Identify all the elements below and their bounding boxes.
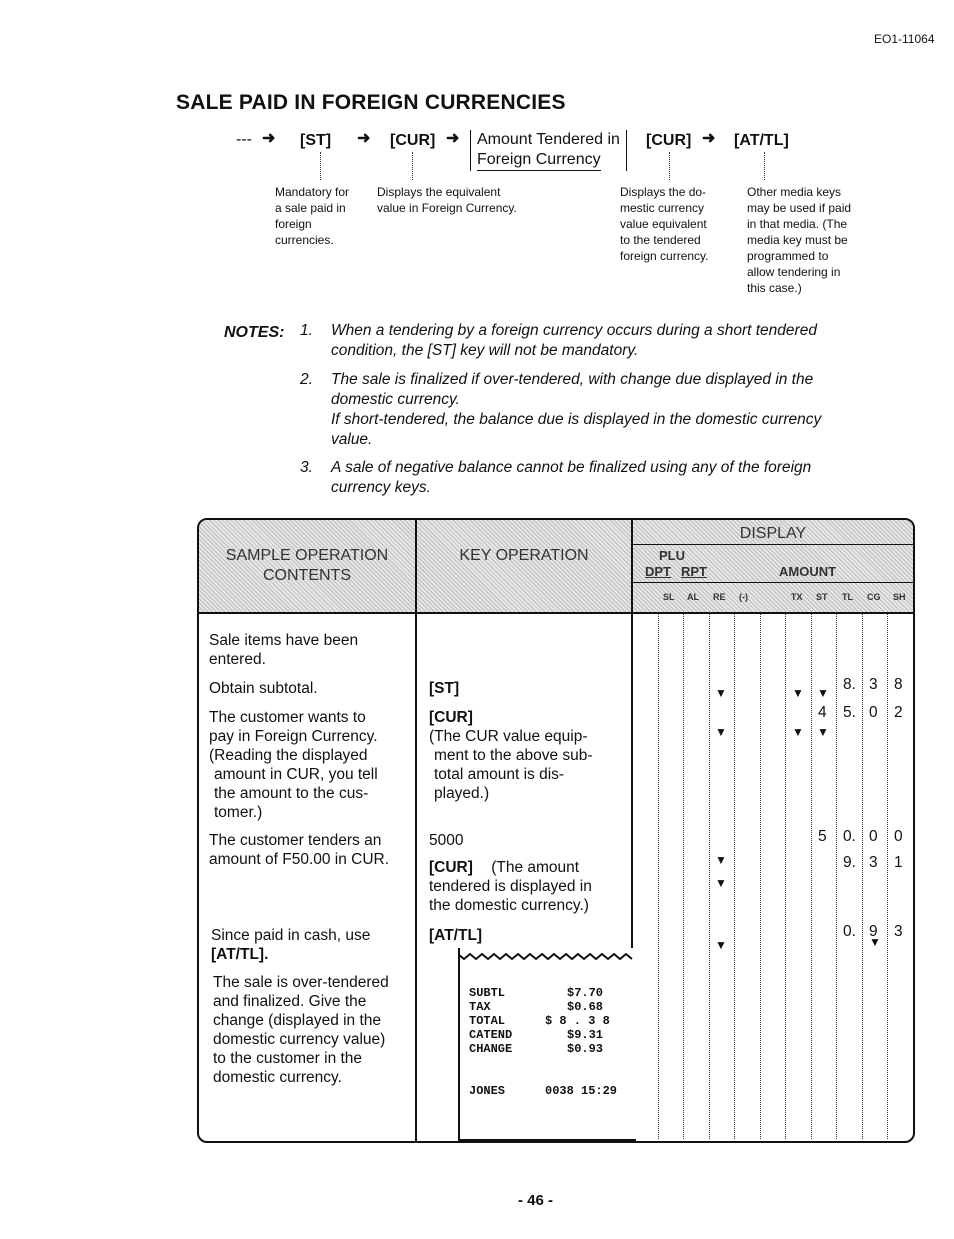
connector-line [412, 152, 413, 180]
display-digit: 0. [843, 828, 856, 845]
sample-row-2: Obtain subtotal. [209, 680, 318, 697]
display-digit: 0. [843, 923, 856, 940]
flow-amount-line1: Amount Tendered in [477, 131, 620, 148]
connector-line [320, 152, 321, 180]
flow-attl-key: [AT/TL] [734, 132, 789, 149]
display-gridline [658, 614, 659, 1139]
display-digit: 1 [894, 854, 903, 871]
sample-row-3: The customer wants to pay in Foreign Currency. (Reading the displayed amount in CUR, you tell the amount to the cus- tomer.) [209, 709, 378, 821]
connector-line [669, 152, 670, 180]
key-header [417, 520, 631, 612]
display-gridline [683, 614, 684, 1139]
indicator-mark-icon: ▼ [715, 853, 727, 867]
display-digit: 2 [894, 704, 903, 721]
operation-table [197, 518, 915, 1143]
display-digit: 0 [869, 704, 878, 721]
indicator-mark-icon: ▼ [715, 725, 727, 739]
indicator-mark-icon: ▼ [792, 725, 804, 739]
flow-amount-box [470, 130, 627, 171]
st-description: Mandatory for a sale paid in foreign currencies. [275, 185, 350, 247]
page-title: SALE PAID IN FOREIGN CURRENCIES [176, 91, 566, 114]
display-gridline [734, 614, 735, 1139]
cur-description: Displays the equivalent value in Foreign Currency. [377, 185, 517, 215]
display-gridline [760, 614, 761, 1139]
note-number: 3. [300, 459, 313, 476]
indicator-label-tx: TX [791, 592, 803, 602]
receipt-line: TAX $0.68 [469, 1000, 604, 1014]
indicator-label-sh: SH [893, 592, 906, 602]
display-digit: 5 [818, 828, 827, 845]
receipt-line: TOTAL $ 8 . 3 8 [469, 1014, 610, 1028]
note-number: 1. [300, 322, 313, 339]
note-1: When a tendering by a foreign currency occurs during a short tendered condition, the [ST] key will not be mandatory. [331, 322, 817, 359]
attl-description: Other media keys may be used if paid in that media. (The media key must be programmed to allow tendering in this case.) [747, 185, 852, 295]
document-id: EO1-11064 [874, 32, 935, 46]
display-gridline [811, 614, 812, 1139]
indicator-mark-icon: ▼ [715, 938, 727, 952]
flow-cur-key-2: [CUR] [646, 132, 692, 149]
arrow-icon: ➜ [262, 130, 276, 147]
display-digit: 5. [843, 704, 856, 721]
indicator-label-re: RE [713, 592, 726, 602]
key-cur-2-note: tendered is displayed in the domestic currency.) [429, 878, 592, 914]
receipt-line: CATEND $9.31 [469, 1028, 604, 1042]
column-divider [415, 520, 417, 1141]
note-3: A sale of negative balance cannot be finalized using any of the foreign currency keys. [331, 459, 812, 496]
note-2: The sale is finalized if over-tendered, with change due displayed in the domestic currency. If short-tendered, the balance due is displayed in the domestic currency value. [331, 371, 822, 448]
indicator-mark-icon: ▼ [792, 686, 804, 700]
display-digit: 8 [894, 676, 903, 693]
arrow-icon: ➜ [446, 130, 460, 147]
indicator-label-st: ST [816, 592, 828, 602]
sample-row-1: Sale items have been entered. [209, 632, 359, 668]
divider [633, 544, 913, 545]
receipt-bottom [460, 1139, 636, 1141]
key-attl: [AT/TL] [429, 927, 483, 944]
arrow-icon: ➜ [702, 130, 716, 147]
indicator-mark-icon: ▼ [817, 725, 829, 739]
display-digit: 9. [843, 854, 856, 871]
connector-line [764, 152, 765, 180]
key-cur-2: [CUR] (The amount [429, 859, 580, 876]
arrow-icon: ➜ [357, 130, 371, 147]
indicator-mark-icon: ▼ [817, 686, 829, 700]
receipt-lines [469, 986, 617, 1098]
display-header-text: DISPLAY [739, 525, 807, 542]
receipt-line: CHANGE $0.93 [469, 1042, 604, 1056]
sample-row-4: The customer tenders an amount of F50.00 in CUR. [209, 832, 390, 868]
flow-amount-line2: Foreign Currency [477, 150, 601, 171]
indicator-mark-icon: ▼ [715, 876, 727, 890]
display-digit: 0 [869, 828, 878, 845]
key-cur: [CUR] [429, 709, 473, 726]
receipt-footer: JONES 0038 15:29 [469, 1084, 618, 1098]
indicator-label-cg: CG [867, 592, 881, 602]
receipt-tear-edge [458, 948, 636, 960]
indicator-label-sl: SL [663, 592, 675, 602]
dpt-label: DPT [645, 564, 671, 579]
flow-cur-key: [CUR] [390, 132, 436, 149]
plu-label: PLU [659, 548, 685, 563]
indicator-mark-icon: ▼ [869, 935, 881, 949]
rpt-label: RPT [681, 564, 707, 579]
indicator-label-al: AL [687, 592, 699, 602]
key-cur-note: (The CUR value equip- ment to the above sub- total amount is dis- played.) [429, 728, 593, 802]
display-gridline [887, 614, 888, 1139]
display-digit: 0 [894, 828, 903, 845]
key-st: [ST] [429, 680, 460, 697]
display-digit: 3 [869, 854, 878, 871]
indicator-mark-icon: ▼ [715, 686, 727, 700]
key-amount: 5000 [429, 832, 464, 849]
divider [633, 582, 913, 583]
key-header-text: KEY OPERATION [459, 547, 589, 564]
display-digit: 9 [869, 923, 878, 940]
flow-st-key: [ST] [300, 132, 332, 149]
indicator-label-tl: TL [842, 592, 853, 602]
sample-row-5: Since paid in cash, use [AT/TL]. [211, 927, 371, 963]
display-gridline [785, 614, 786, 1139]
display-digit: 3 [894, 923, 903, 940]
display-gridline [836, 614, 837, 1139]
flow-lead: --- [236, 131, 252, 148]
sample-header-text: SAMPLE OPERATION CONTENTS [225, 547, 389, 584]
indicator-label-minus: (-) [739, 592, 748, 602]
cur2-description: Displays the do- mestic currency value equivalent to the tendered foreign currency. [620, 185, 709, 263]
display-gridline [862, 614, 863, 1139]
page-number: - 46 - [518, 1192, 554, 1209]
display-digit: 3 [869, 676, 878, 693]
receipt-line: SUBTL $7.70 [469, 986, 604, 1000]
amount-label: AMOUNT [779, 564, 837, 579]
display-digit: 8. [843, 676, 856, 693]
note-number: 2. [300, 371, 313, 388]
display-digit: 4 [818, 704, 827, 721]
notes-label: NOTES: [224, 324, 285, 341]
header-divider [199, 612, 913, 614]
display-gridline [709, 614, 710, 1139]
sample-row-6: The sale is over-tendered and finalized. Give the change (displayed in the domestic currency value) to the customer in the domestic currency. [213, 974, 389, 1086]
